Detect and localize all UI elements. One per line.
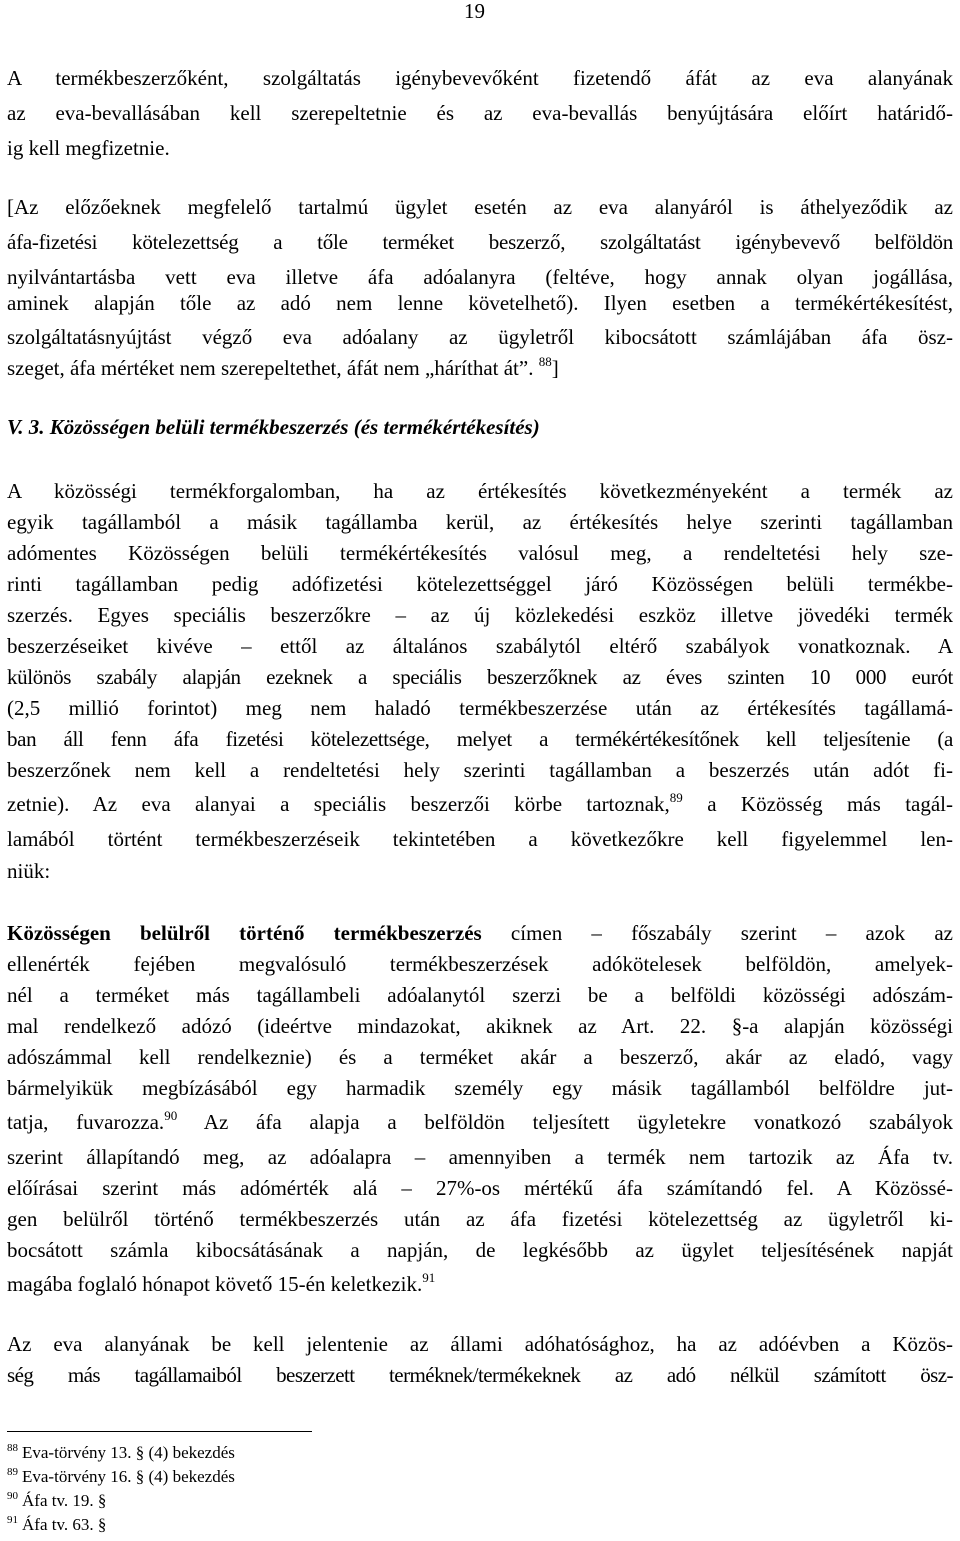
text-span: tatja, fuvarozza.	[7, 1110, 165, 1134]
text-span: ]	[551, 356, 559, 380]
text-line	[7, 354, 953, 382]
page-number: 19	[464, 0, 485, 23]
footnote-number: 89	[7, 1466, 18, 1478]
footnote-text: Áfa tv. 19. §	[22, 1491, 107, 1510]
text-span: magába foglaló hónapot követő 15-én keletkezik.	[7, 1272, 423, 1296]
text-span: címen – főszabály szerint – azok az	[481, 921, 953, 945]
text-line: előírásai szerint más adómérték alá – 27%-os mértékű áfa számítandó fel. A Közössé-	[7, 1176, 953, 1200]
footnote-91	[7, 1514, 106, 1535]
footnote-90	[7, 1490, 106, 1511]
text-line: szerzés. Egyes speciális beszerzőkre – az új közlekedési eszköz illetve jövedéki termék	[7, 603, 953, 627]
text-line: gen belülről történő termékbeszerzés után az áfa fizetési kötelezettség az ügyletről ki-	[7, 1207, 953, 1231]
text-line: szerint állapítandó meg, az adóalapra – amennyiben a termék nem tartozik az Áfa tv.	[7, 1145, 953, 1169]
text-span: a Közösség más tagál-	[682, 792, 954, 816]
text-line: ség más tagállamaiból beszerzett terméknek/termékeknek az adó nélkül számított ösz-	[7, 1363, 953, 1387]
text-span: szeget, áfa mértéket nem szerepeltethet, áfát nem „háríthat át”.	[7, 356, 539, 380]
text-line: különös szabály alapján ezeknek a speciális beszerzőknek az éves szinten 10 000 eurót	[7, 665, 953, 689]
bold-term: Közösségen belülről történő termékbeszerzés	[7, 921, 482, 945]
text-line: adómentes Közösségen belüli termékértékesítés valósul meg, a rendeltetési hely sze-	[7, 541, 953, 565]
section-heading: V. 3. Közösségen belüli termékbeszerzés (és termékértékesítés)	[7, 415, 540, 439]
text-line: rinti tagállamban pedig adófizetési kötelezettséggel járó Közösségen belüli termékbe-	[7, 572, 953, 596]
text-line: beszerzéseiket kivéve – ettől az általános szabálytól eltérő szabályok vonatkoznak. A	[7, 634, 953, 658]
footnote-number: 91	[7, 1514, 18, 1526]
footnote-ref-89[interactable]: 89	[669, 790, 683, 805]
text-line: ban áll fenn áfa fizetési kötelezettsége, melyet a termékértékesítőnek kell teljesítenie (a	[7, 727, 953, 751]
footnote-88	[7, 1442, 235, 1463]
text-line: nyilvántartásba vett eva illetve áfa adóalanyra (feltéve, hogy annak olyan jogállása,	[7, 265, 953, 289]
text-line: ellenérték fejében megvalósuló termékbeszerzések adókötelesek belföldön, amelyek-	[7, 952, 953, 976]
text-line: egyik tagállamból a másik tagállamba kerül, az értékesítés helye szerinti tagállamban	[7, 510, 953, 534]
text-line: lamából történt termékbeszerzéseik tekintetében a következőkre kell figyelemmel len-	[7, 827, 953, 851]
text-line: ig kell megfizetnie.	[7, 136, 170, 160]
footnote-text: Áfa tv. 63. §	[22, 1515, 107, 1534]
text-span: zetnie). Az eva alanyai a speciális beszerzői körbe tartoznak,	[7, 792, 670, 816]
footnote-ref-91[interactable]: 91	[422, 1270, 436, 1285]
text-line: adószámmal kell rendelkeznie) és a terméket akár a beszerző, akár az eladó, vagy	[7, 1045, 953, 1069]
text-line: beszerzőnek nem kell a rendeltetési hely szerinti tagállamban a beszerzés után adót fi-	[7, 758, 953, 782]
text-line: (2,5 millió forintot) meg nem haladó termékbeszerzése után az értékesítés tagállamá-	[7, 696, 953, 720]
text-line: nél a terméket más tagállambeli adóalanytól szerzi be a belföldi közösségi adószám-	[7, 983, 953, 1007]
text-line: az eva-bevallásában kell szerepeltetnie és az eva-bevallás benyújtására előírt határidő-	[7, 101, 953, 125]
footnote-ref-88[interactable]: 88	[538, 354, 552, 369]
text-line	[7, 919, 953, 947]
footnote-number: 88	[7, 1442, 18, 1454]
text-line: [Az előzőeknek megfelelő tartalmú ügylet esetén az eva alanyáról is áthelyeződik az	[7, 195, 953, 219]
footnote-divider	[7, 1431, 312, 1432]
text-line: aminek alapján tőle az adó nem lenne követelhető). Ilyen esetben a termékértékesítést,	[7, 291, 953, 315]
text-line	[7, 1270, 953, 1298]
footnote-ref-90[interactable]: 90	[164, 1108, 178, 1123]
text-span: Az áfa alapja a belföldön teljesített ügyletekre vonatkozó szabályok	[177, 1110, 953, 1134]
text-line: bocsátott számla kibocsátásának a napján, de legkésőbb az ügylet teljesítésének napját	[7, 1238, 953, 1262]
text-line: Az eva alanyának be kell jelentenie az állami adóhatósághoz, ha az adóévben a Közös-	[7, 1332, 953, 1356]
footnote-89	[7, 1466, 235, 1487]
footnote-text: Eva-törvény 16. § (4) bekezdés	[22, 1467, 235, 1486]
footnote-number: 90	[7, 1490, 18, 1502]
text-line: bármelyikük megbízásából egy harmadik személy egy másik tagállamból belföldre jut-	[7, 1076, 953, 1100]
text-line	[7, 790, 953, 818]
text-line: szolgáltatásnyújtást végző eva adóalany az ügyletről kibocsátott számlájában áfa ösz-	[7, 325, 953, 349]
text-line: áfa-fizetési kötelezettség a tőle terméket beszerző, szolgáltatást igénybevevő belföldön	[7, 230, 953, 254]
text-line: A termékbeszerzőként, szolgáltatás igénybevevőként fizetendő áfát az eva alanyának	[7, 66, 953, 90]
text-line: A közösségi termékforgalomban, ha az értékesítés következményeként a termék az	[7, 479, 953, 503]
footnote-text: Eva-törvény 13. § (4) bekezdés	[22, 1443, 235, 1462]
text-line: niük:	[7, 859, 51, 883]
text-line	[7, 1108, 953, 1136]
text-line: mal rendelkező adózó (ideértve mindazokat, akiknek az Art. 22. §-a alapján közösségi	[7, 1014, 953, 1038]
